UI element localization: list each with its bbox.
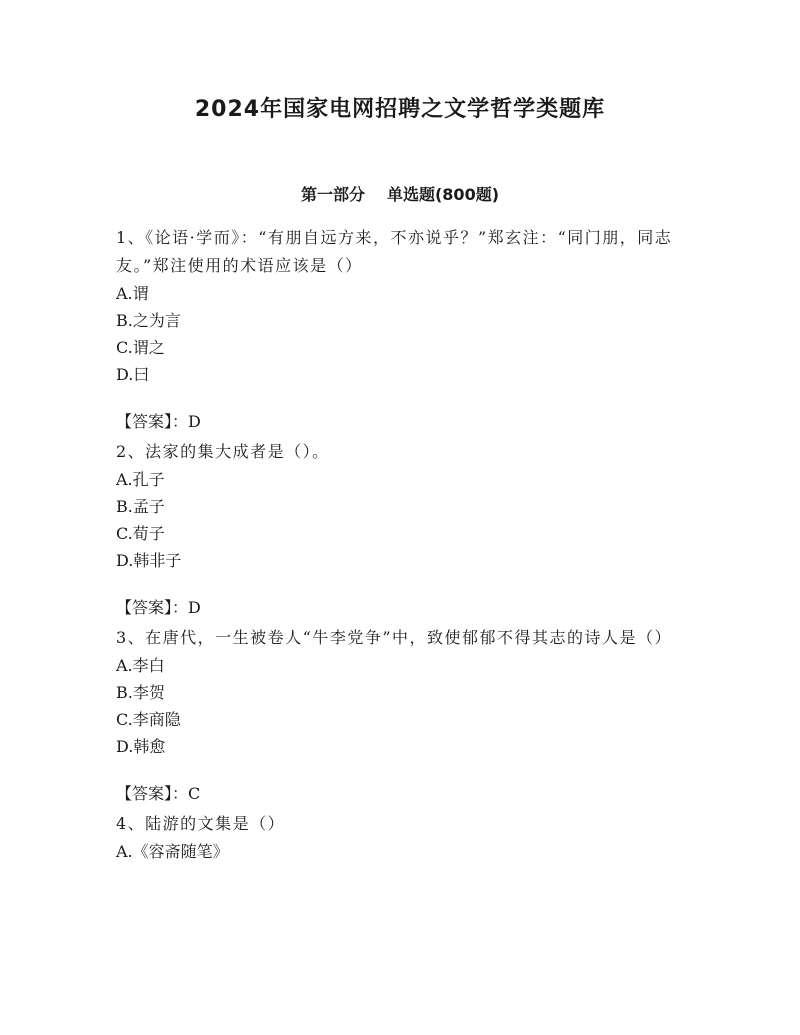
answer-value: C bbox=[188, 784, 201, 803]
option-c: C.李商隐 bbox=[116, 710, 181, 729]
question-4 bbox=[116, 810, 686, 865]
option-d: D.曰 bbox=[116, 365, 150, 384]
option-c: C.荀子 bbox=[116, 524, 165, 543]
option-d: D.韩非子 bbox=[116, 551, 182, 570]
question-stem: 1、《论语·学而》：“有朋自远方来，不亦说乎？”郑玄注：“同门朋，同志友。”郑注使用的术语应该是（） bbox=[116, 228, 673, 275]
answer-line bbox=[116, 594, 686, 622]
question-list bbox=[116, 224, 686, 867]
answer-line bbox=[116, 408, 686, 436]
answer-label: 【答案】： bbox=[116, 784, 189, 803]
answer-value: D bbox=[188, 412, 201, 431]
question-stem: 4、陆游的文集是（） bbox=[116, 814, 286, 833]
option-a: A.《容斋随笔》 bbox=[116, 842, 229, 861]
option-a: A.孔子 bbox=[116, 470, 165, 489]
question-3 bbox=[116, 624, 686, 808]
question-stem: 2、法家的集大成者是（）。 bbox=[116, 442, 330, 461]
document-title: 2024年国家电网招聘之文学哲学类题库 bbox=[194, 97, 606, 122]
option-a: A.谓 bbox=[116, 284, 149, 303]
question-2 bbox=[116, 438, 686, 622]
question-1 bbox=[116, 224, 686, 436]
option-b: B.李贺 bbox=[116, 683, 165, 702]
question-stem: 3、在唐代，一生被卷人“牛李党争”中，致使郁郁不得其志的诗人是（） bbox=[116, 628, 673, 647]
section-name: 单选题(800题) bbox=[386, 185, 500, 204]
option-b: B.之为言 bbox=[116, 311, 181, 330]
option-a: A.李白 bbox=[116, 656, 165, 675]
answer-line bbox=[116, 780, 686, 808]
option-c: C.谓之 bbox=[116, 338, 165, 357]
option-b: B.孟子 bbox=[116, 497, 165, 516]
option-d: D.韩愈 bbox=[116, 737, 166, 756]
answer-label: 【答案】： bbox=[116, 598, 189, 617]
answer-label: 【答案】： bbox=[116, 412, 189, 431]
answer-value: D bbox=[188, 598, 201, 617]
section-part: 第一部分 bbox=[300, 185, 365, 204]
section-heading bbox=[0, 184, 800, 206]
